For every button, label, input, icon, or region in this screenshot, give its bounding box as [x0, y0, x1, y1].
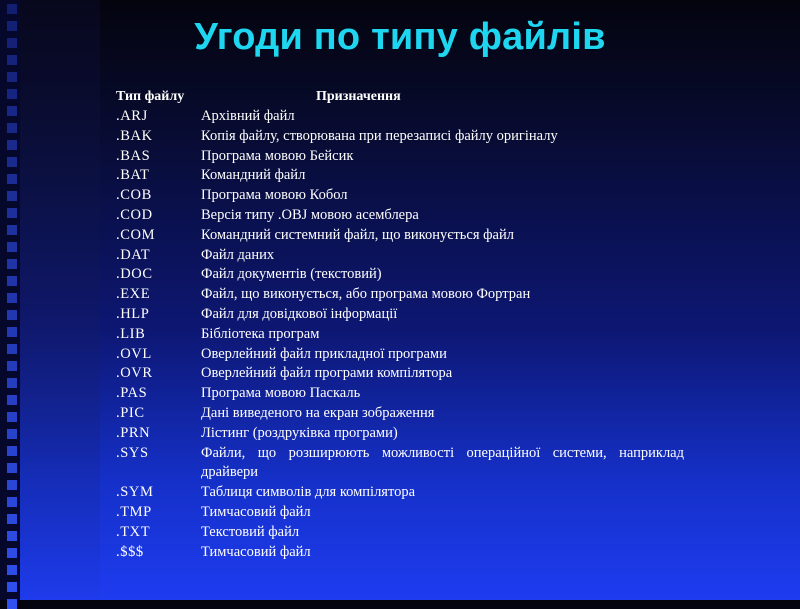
- file-extension: .SYS: [116, 444, 149, 461]
- file-extension: .$$$: [116, 543, 144, 560]
- table-row: [116, 246, 684, 266]
- file-extension: .TMP: [116, 503, 152, 520]
- file-description: Оверлейний файл програми компілятора: [201, 365, 453, 382]
- table-row: [116, 265, 684, 285]
- strip-square: [7, 599, 17, 609]
- file-description: Командний системний файл, що виконується файл: [201, 226, 514, 243]
- file-extension: .COD: [116, 206, 153, 223]
- strip-square: [7, 361, 17, 371]
- table-row: [116, 226, 684, 246]
- strip-square: [7, 72, 17, 82]
- strip-square: [7, 89, 17, 99]
- strip-square: [7, 259, 17, 269]
- file-extension: .BAK: [116, 127, 153, 144]
- file-extension: .DAT: [116, 246, 151, 263]
- file-description: Файл даних: [201, 246, 275, 263]
- file-extension: .BAS: [116, 147, 151, 164]
- file-description: Текстовий файл: [201, 523, 300, 540]
- table-row: [116, 345, 684, 365]
- file-description: Бібліотека програм: [201, 325, 320, 342]
- strip-square: [7, 106, 17, 116]
- strip-square: [7, 225, 17, 235]
- strip-square: [7, 344, 17, 354]
- table-header: [116, 87, 684, 107]
- file-description: Програма мовою Кобол: [201, 187, 348, 204]
- file-extension: .OVL: [116, 345, 152, 362]
- table-row: [116, 543, 684, 563]
- strip-square: [7, 429, 17, 439]
- file-extension: .COB: [116, 187, 152, 204]
- header-purpose: Призначення: [316, 89, 401, 104]
- file-description: Програма мовою Бейсик: [201, 147, 354, 164]
- table-row: [116, 384, 684, 404]
- file-description: Файл, що виконується, або програма мовою Фортран: [201, 286, 531, 303]
- file-extension: .PAS: [116, 385, 148, 402]
- file-extension: .OVR: [116, 365, 153, 382]
- strip-square: [7, 310, 17, 320]
- file-description: Лістинг (роздруківка програми): [201, 424, 398, 441]
- table-row: [116, 424, 684, 444]
- film-strip-border: [0, 0, 20, 600]
- file-extension: .HLP: [116, 305, 150, 322]
- file-description: Таблиця символів для компілятора: [201, 484, 416, 501]
- file-description: Командний файл: [201, 167, 306, 184]
- strip-square: [7, 412, 17, 422]
- file-description: Версія типу .OBJ мовою асемблера: [201, 206, 419, 223]
- table-row: [116, 404, 684, 424]
- table-row: [116, 523, 684, 543]
- slide-title: Угоди по типу файлів: [194, 16, 606, 58]
- strip-square: [7, 463, 17, 473]
- file-description: Файл документів (текстовий): [201, 266, 382, 283]
- file-extension: .BAT: [116, 167, 150, 184]
- file-description: Файл для довідкової інформації: [201, 305, 398, 322]
- file-description: Програма мовою Паскаль: [201, 385, 361, 402]
- strip-square: [7, 4, 17, 14]
- file-description: Архівний файл: [201, 108, 295, 124]
- table-row: [116, 325, 684, 345]
- file-types-table: [116, 87, 684, 562]
- strip-square: [7, 395, 17, 405]
- file-extension: .PRN: [116, 424, 151, 441]
- strip-square: [7, 123, 17, 133]
- table-row: [116, 305, 684, 325]
- file-description: Тимчасовий файл: [201, 503, 311, 520]
- file-extension: .COM: [116, 226, 156, 243]
- table-row: [116, 127, 684, 147]
- strip-square: [7, 378, 17, 388]
- strip-square: [7, 514, 17, 524]
- file-extension: .EXE: [116, 286, 151, 303]
- strip-square: [7, 242, 17, 252]
- table-row: [116, 166, 684, 186]
- strip-square: [7, 327, 17, 337]
- table-row: [116, 483, 684, 503]
- file-extension: .ARJ: [116, 108, 148, 124]
- strip-square: [7, 191, 17, 201]
- file-description: Дані виведеного на екран зображення: [201, 404, 435, 421]
- table-row: [116, 503, 684, 523]
- file-description: Оверлейний файл прикладної програми: [201, 345, 447, 362]
- file-extension: .SYM: [116, 484, 154, 501]
- table-row: [116, 285, 684, 305]
- table-row: [116, 186, 684, 206]
- strip-square: [7, 480, 17, 490]
- strip-square: [7, 174, 17, 184]
- table-row: [116, 206, 684, 226]
- strip-square: [7, 497, 17, 507]
- strip-square: [7, 582, 17, 592]
- strip-square: [7, 531, 17, 541]
- table-body: [116, 107, 684, 562]
- file-description: Копія файлу, створювана при перезаписі файлу оригіналу: [201, 127, 558, 144]
- strip-square: [7, 276, 17, 286]
- file-extension: .PIC: [116, 404, 145, 421]
- strip-square: [7, 208, 17, 218]
- table-row: [116, 107, 684, 127]
- file-description: Файли, що розширюють можливості операційної системи, наприклад драйвери: [201, 444, 684, 481]
- file-extension: .LIB: [116, 325, 146, 342]
- file-extension: .DOC: [116, 266, 153, 283]
- strip-square: [7, 565, 17, 575]
- strip-square: [7, 446, 17, 456]
- strip-square: [7, 293, 17, 303]
- strip-square: [7, 157, 17, 167]
- file-description: Тимчасовий файл: [201, 543, 311, 560]
- file-extension: .TXT: [116, 523, 151, 540]
- table-row: [116, 364, 684, 384]
- table-row: [116, 444, 684, 484]
- strip-square: [7, 548, 17, 558]
- strip-square: [7, 140, 17, 150]
- header-file-type: Тип файлу: [116, 89, 185, 104]
- table-row: [116, 147, 684, 167]
- decorative-stripe: [20, 0, 100, 600]
